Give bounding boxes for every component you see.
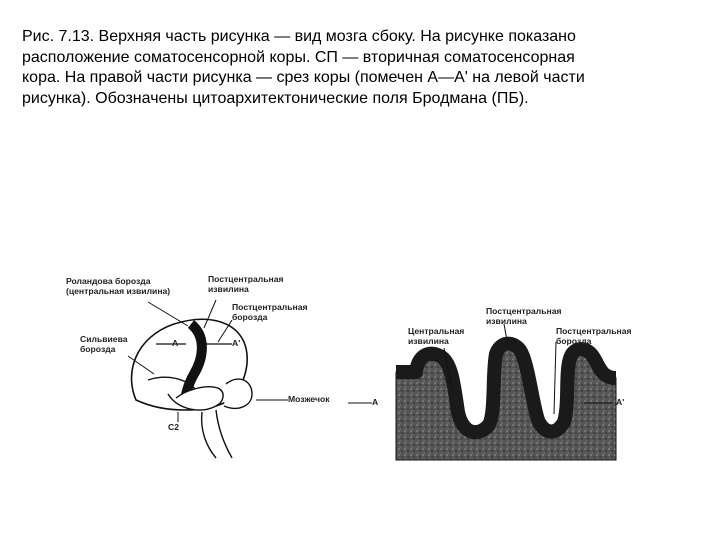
label-central-gyrus: Центральная извилина bbox=[408, 326, 465, 346]
label-a-prime-left: А' bbox=[232, 338, 241, 348]
caption-line: рисунка). Обозначены цитоархитектонические поля Бродмана (ПБ). bbox=[22, 89, 529, 107]
label-postcentral-gyrus-left: Постцентральная извилина bbox=[208, 274, 284, 294]
figure-caption bbox=[22, 27, 702, 109]
label-postcentral-gyrus-right: Постцентральная извилина bbox=[486, 306, 562, 326]
label-a-left: А bbox=[172, 338, 179, 348]
label-postcentral-sulcus-left: Постцентральная борозда bbox=[232, 302, 308, 322]
label-cerebellum: Мозжечок bbox=[288, 394, 330, 404]
label-a-prime-right: А' bbox=[616, 397, 625, 407]
caption-line: кора. На правой части рисунка — срез коры (помечен А—А' на левой части bbox=[22, 69, 585, 86]
label-a-right: А bbox=[372, 397, 379, 407]
label-rolandic-sulcus: Роландова борозда (центральная извилина) bbox=[66, 276, 171, 296]
caption-line: расположение соматосенсорной коры. СП — вторичная соматосенсорная bbox=[22, 48, 575, 66]
caption-line: Рис. 7.13. Верхняя часть рисунка — вид мозга сбоку. На рисунке показано bbox=[22, 28, 576, 45]
lateral-brain-view bbox=[128, 300, 288, 458]
brain-figure bbox=[56, 262, 676, 462]
label-c2: С2 bbox=[168, 422, 179, 432]
label-sylvian-fissure: Сильвиева борозда bbox=[80, 334, 128, 354]
label-postcentral-sulcus-right: Постцентральная борозда bbox=[556, 326, 632, 346]
